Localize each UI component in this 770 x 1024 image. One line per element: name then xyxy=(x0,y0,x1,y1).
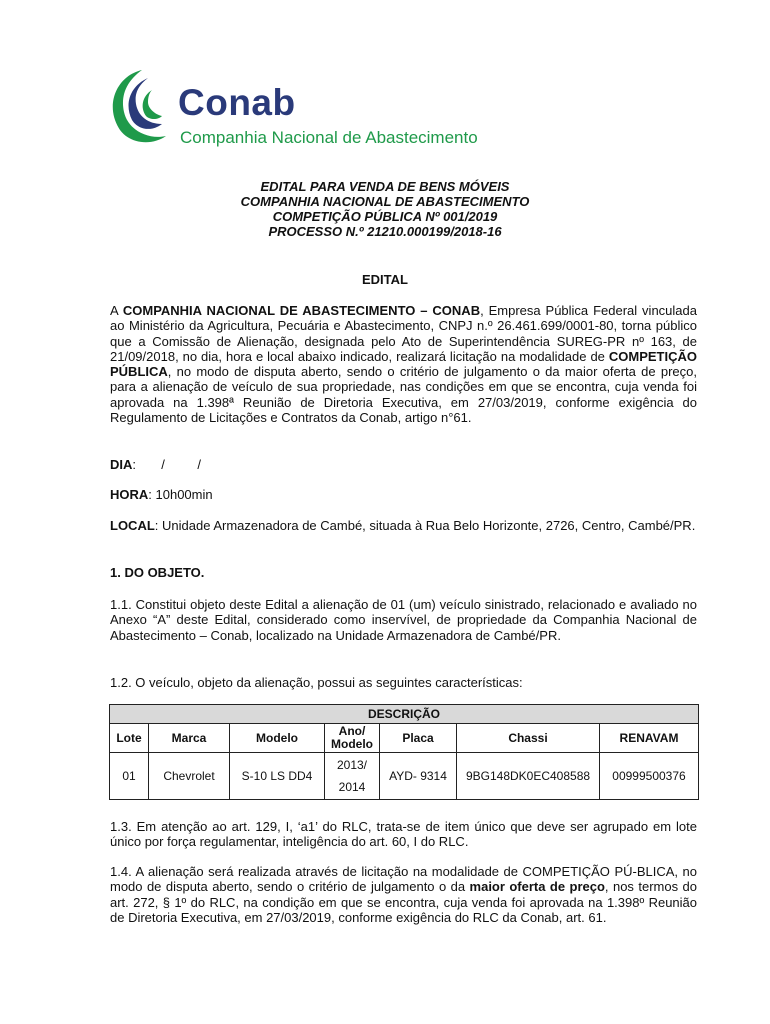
edital-title: EDITAL xyxy=(362,272,408,287)
dia-line xyxy=(110,457,697,472)
paragraph-1-2: 1.2. O veículo, objeto da alienação, possui as seguintes características: xyxy=(110,675,523,690)
local-value: : Unidade Armazenadora de Cambé, situada à Rua Belo Horizonte, 2726, Centro, Cambé/PR. xyxy=(154,518,696,533)
document-header xyxy=(0,179,770,239)
intro-modality: COMPETIÇÃO PÚBLICA xyxy=(110,348,697,380)
intro-prefix: A xyxy=(110,303,123,318)
intro-company: COMPANHIA NACIONAL DE ABASTECIMENTO – CONAB xyxy=(122,303,481,318)
paragraph-1-1: 1.1. Constitui objeto deste Edital a alienação de 01 (um) veículo sinistrado, relacionado e avaliado no Anexo “A” deste Edital, considerado como inservível, de propriedade da Companhia Nacional de Abastecimento – Conab, localizado na Unidade Armazenadora de Cambé/PR. xyxy=(110,597,697,643)
col-header-lote: Lote xyxy=(110,724,149,753)
local-label: LOCAL xyxy=(110,518,155,533)
p14-text-2: , nos termos do art. 272, § 1º do RLC, na condição em que se encontra, cuja venda foi aprovada na 1.398º Reunião de Diretoria Executiva, em 27/03/2019, conforme exigência do RLC da Conab, art. 61. xyxy=(110,879,697,925)
col-header-marca: Marca xyxy=(149,724,230,753)
logo-subtitle: Companhia Nacional de Abastecimento xyxy=(180,128,478,147)
hora-value: : 10h00min xyxy=(148,487,213,502)
hora-line xyxy=(110,487,697,502)
col-header-renavam: RENAVAM xyxy=(600,724,699,753)
p14-text-1: 1.4. A alienação será realizada através de licitação na modalidade de COMPETIÇÃO PÚ-BLICA, no modo de disputa aberto, sendo o critério de julgamento o da xyxy=(110,864,697,895)
cell-marca: Chevrolet xyxy=(149,753,230,800)
col-header-placa: Placa xyxy=(380,724,457,753)
header-line-3: COMPETIÇÃO PÚBLICA Nº 001/2019 xyxy=(272,209,498,224)
local-line xyxy=(110,518,697,533)
header-line-1: EDITAL PARA VENDA DE BENS MÓVEIS xyxy=(260,179,510,194)
header-line-4: PROCESSO N.º 21210.000199/2018-16 xyxy=(268,224,502,239)
p14-bold: maior oferta de preço xyxy=(469,879,605,895)
intro-paragraph xyxy=(110,303,697,425)
col-header-ano-modelo: Ano/ Modelo xyxy=(325,724,380,753)
dia-value: : / / xyxy=(132,457,202,472)
header-line-2: COMPANHIA NACIONAL DE ABASTECIMENTO xyxy=(240,194,530,209)
cell-chassi: 9BG148DK0EC408588 xyxy=(457,753,600,800)
col-header-chassi: Chassi xyxy=(457,724,600,753)
dia-label: DIA xyxy=(110,457,133,472)
col-header-modelo: Modelo xyxy=(230,724,325,753)
cell-renavam: 00999500376 xyxy=(600,753,699,800)
vehicle-table xyxy=(109,704,699,800)
intro-text-2: , no modo de disputa aberto, sendo o critério de julgamento o da maior oferta de preço, para a alienação de veículo de sua propriedade, nas condições em que se encontra, cuja venda foi aprovada na 1.398ª Reunião de Diretoria Executiva, em 27/03/2019, conforme exigência do Regulamento de Licitações e Contratos da Conab, artigo n°61. xyxy=(110,364,697,426)
section-1-title: 1. DO OBJETO. xyxy=(110,565,205,580)
paragraph-1-3: 1.3. Em atenção ao art. 129, I, ‘a1’ do RLC, trata-se de item único que deve ser agrupado em lote único por força regulamentar, inteligência do art. 60, I do RLC. xyxy=(110,819,697,850)
cell-placa: AYD- 9314 xyxy=(380,753,457,800)
intro-text-1: , Empresa Pública Federal vinculada ao Ministério da Agricultura, Pecuária e Abastecimento, CNPJ n.º 26.461.699/0001-80, torna público que a Comissão de Alienação, designada pelo Ato de Superintendência SUREG-PR nº 163, de 21/09/2018, no dia, hora e local abaixo indicado, realizará licitação na modalidade de xyxy=(110,303,697,364)
logo-name: Conab xyxy=(178,82,296,123)
cell-ano-modelo: 2013/ 2014 xyxy=(325,753,380,800)
cell-modelo: S-10 LS DD4 xyxy=(230,753,325,800)
table-caption: DESCRIÇÃO xyxy=(110,705,699,724)
table-row xyxy=(110,753,699,800)
conab-logo xyxy=(108,68,528,150)
hora-label: HORA xyxy=(110,487,149,502)
paragraph-1-4 xyxy=(110,864,697,925)
cell-lote: 01 xyxy=(110,753,149,800)
conab-leaf-icon xyxy=(108,68,174,150)
